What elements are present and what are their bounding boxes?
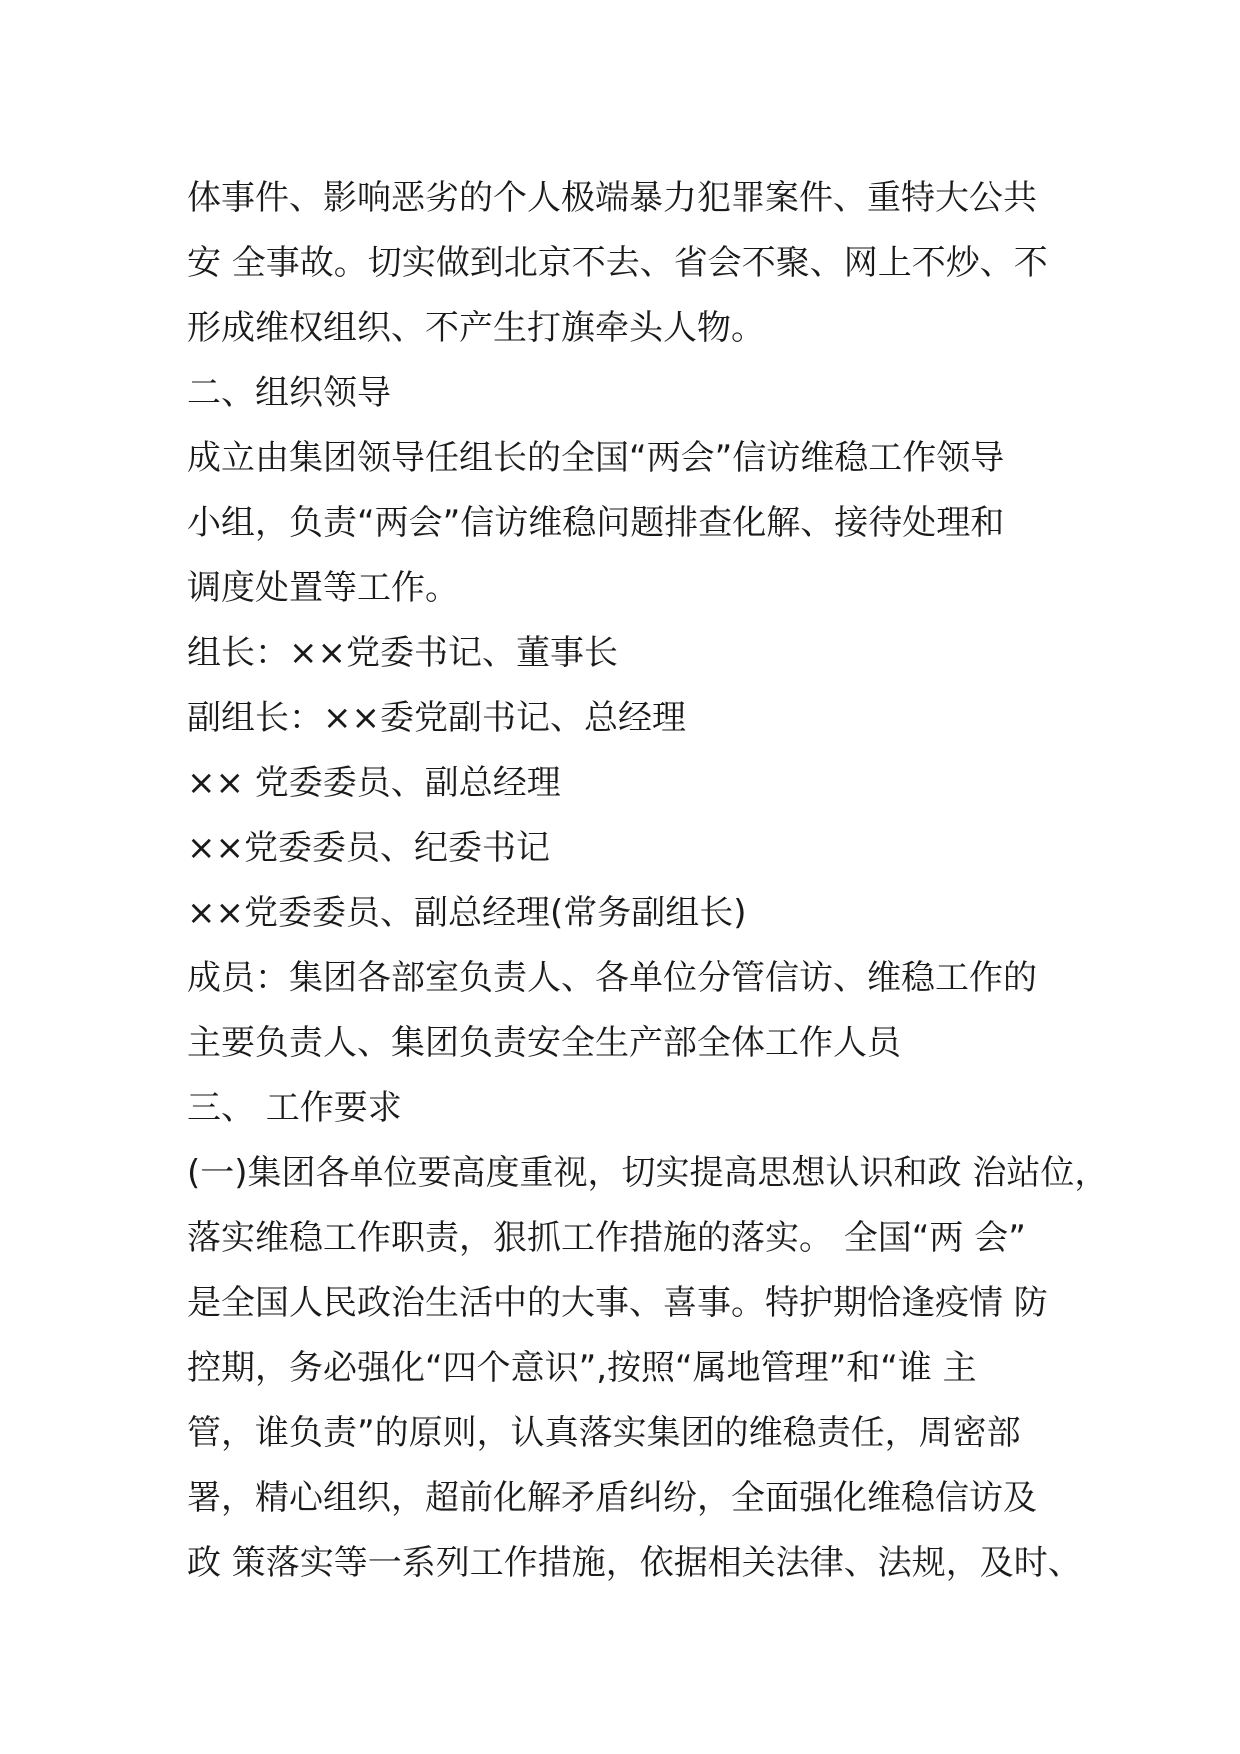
text-line: 署，精心组织，超前化解矛盾纠纷，全面强化维稳信访及 <box>187 1478 1037 1518</box>
text-line: 调度处置等工作。 <box>187 568 459 608</box>
text-line: 副组长：××委党副书记、总经理 <box>187 698 686 738</box>
text-line: 小组，负责“两会”信访维稳问题排查化解、接待处理和 <box>187 503 1005 543</box>
text-line: 形成维权组织、不产生打旗牵头人物。 <box>187 308 765 348</box>
text-line: 安 全事故。切实做到北京不去、省会不聚、网上不炒、不 <box>187 243 1048 283</box>
text-line: 成立由集团领导任组长的全国“两会”信访维稳工作领导 <box>187 438 1005 478</box>
text-line: 落实维稳工作职责，狠抓工作措施的落实。 全国“两 会” <box>187 1218 1026 1258</box>
text-line: (一)集团各单位要高度重视，切实提高思想认识和政 治站位， <box>187 1153 1109 1193</box>
text-line: ××党委委员、纪委书记 <box>187 828 550 868</box>
text-line: 成员：集团各部室负责人、各单位分管信访、维稳工作的 <box>187 958 1037 998</box>
text-line: 主要负责人、集团负责安全生产部全体工作人员 <box>187 1023 901 1063</box>
text-line: 政 策落实等一系列工作措施，依据相关法律、法规，及时、 <box>187 1543 1082 1583</box>
text-line: ××党委委员、副总经理(常务副组长) <box>187 893 747 933</box>
section-heading: 三、 工作要求 <box>187 1088 402 1128</box>
section-heading: 二、组织领导 <box>187 373 391 413</box>
text-line: 控期，务必强化“四个意识”,按照“属地管理”和“谁 主 <box>187 1348 977 1388</box>
text-line: 体事件、影响恶劣的个人极端暴力犯罪案件、重特大公共 <box>187 178 1037 218</box>
text-line: 是全国人民政治生活中的大事、喜事。特护期恰逢疫情 防 <box>187 1283 1048 1323</box>
text-line: 组长：××党委书记、董事长 <box>187 633 618 673</box>
document-body <box>187 166 1117 1596</box>
text-line: 管，谁负责”的原则，认真落实集团的维稳责任，周密部 <box>187 1413 1021 1453</box>
text-line: ×× 党委委员、副总经理 <box>187 763 561 803</box>
